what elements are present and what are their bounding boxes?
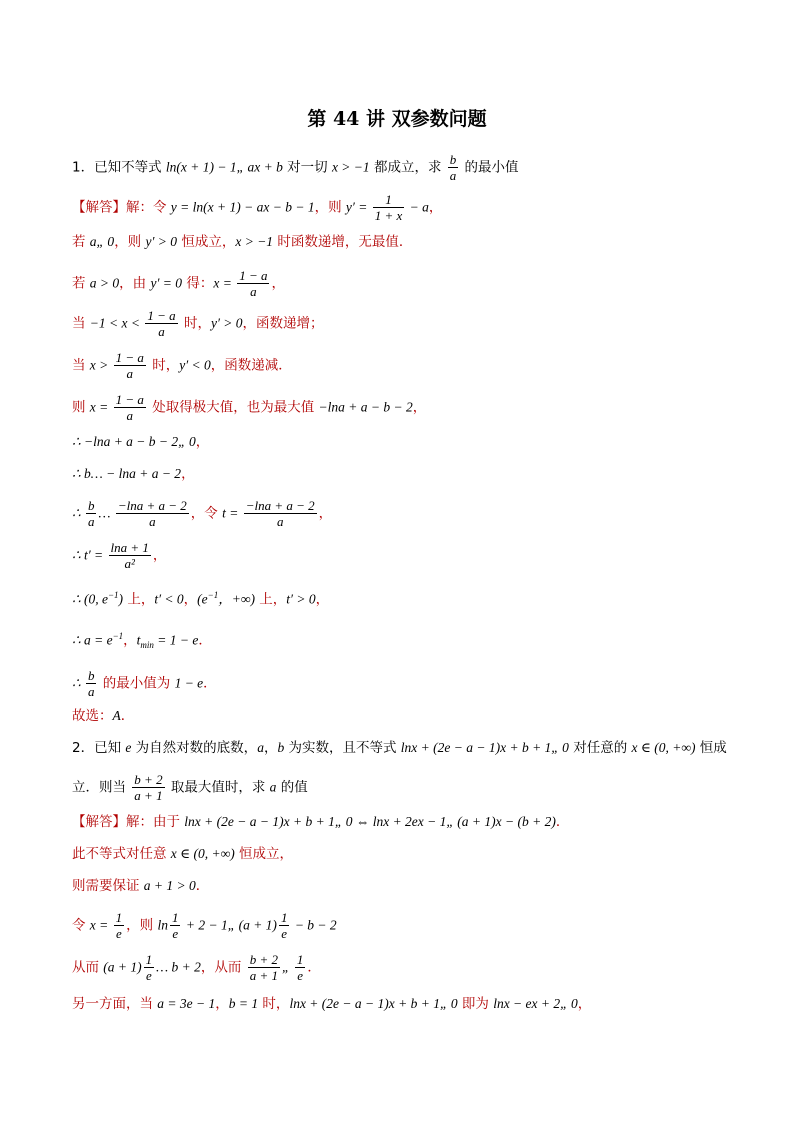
- math-expression: x =: [89, 917, 112, 933]
- math-expression: t′ < 0: [154, 591, 184, 607]
- fraction: [237, 268, 269, 299]
- math-expression: y′ < 0: [179, 357, 211, 373]
- text-run: 【解答】: [72, 814, 126, 830]
- math-expression: y′ > 0: [145, 234, 178, 249]
- math-expression: x > −1: [235, 234, 274, 249]
- text-run: 解：由于: [126, 814, 185, 830]
- text-run: 处取得极大值，也为最大值: [147, 399, 319, 416]
- fraction-denominator: a: [87, 684, 95, 699]
- math-expression: x =: [213, 275, 236, 291]
- text-run: 取最大值时，求: [166, 779, 270, 796]
- math-expression: a„ 0: [89, 234, 115, 249]
- math-expression: 1 − e: [174, 675, 204, 691]
- math-expression: x ∈ (0, +∞): [170, 846, 235, 861]
- math-expression: x ∈ (0, +∞): [631, 740, 696, 755]
- fraction: [114, 392, 146, 423]
- fraction-numerator: 1: [296, 952, 304, 967]
- text-run: 恒成立，: [234, 846, 294, 862]
- text-run: 时，: [258, 996, 290, 1012]
- math-expression: ，+∞): [218, 591, 255, 607]
- math-expression: a + 1 > 0: [143, 878, 196, 893]
- math-expression: A: [112, 708, 121, 723]
- fraction-numerator: −lna + a − 2: [117, 498, 187, 513]
- text-run: 对一切: [282, 159, 332, 176]
- text-run: 当: [72, 315, 90, 332]
- math-expression: ln(x + 1) − 1„ ax + b: [165, 159, 283, 175]
- fraction-numerator: lna + 1: [110, 540, 149, 555]
- fraction-denominator: e: [116, 926, 122, 941]
- fraction: [244, 498, 317, 529]
- fraction: [144, 952, 155, 983]
- text-line: [72, 464, 195, 484]
- text-line: [72, 540, 166, 571]
- math-expression: y = ln(x + 1) − ax − b − 1: [170, 199, 315, 215]
- fraction-denominator: 1 + x: [374, 208, 403, 223]
- text-line: [72, 152, 519, 183]
- text-run: ，: [315, 591, 330, 608]
- text-run: ．: [203, 675, 217, 692]
- fraction-numerator: −lna + a − 2: [245, 498, 315, 513]
- text-run: 立．则当: [72, 779, 131, 796]
- fraction: [109, 540, 151, 571]
- fraction: [170, 910, 181, 941]
- text-run: 对任意的: [568, 740, 632, 756]
- fraction-numerator: 1 − a: [147, 308, 176, 323]
- text-run: 【解答】: [72, 199, 126, 216]
- fraction-numerator: 1: [115, 910, 123, 925]
- fraction-numerator: b: [449, 152, 457, 167]
- math-expression: ∴ (0, e: [72, 591, 108, 607]
- text-line: [72, 844, 293, 864]
- text-line: [72, 668, 217, 699]
- text-run: ，则: [114, 234, 146, 250]
- math-expression: = 1 − e: [153, 632, 199, 648]
- fraction-numerator: b + 2: [134, 772, 163, 787]
- text-line: [72, 738, 727, 758]
- math-expression: ∴: [72, 675, 84, 691]
- text-run: 另一方面，当: [72, 996, 158, 1012]
- fraction-denominator: a: [87, 514, 95, 529]
- text-run: 上，: [254, 591, 287, 608]
- math-expression: y′ =: [345, 199, 371, 215]
- text-run: 即为: [457, 996, 494, 1012]
- text-line: [72, 994, 591, 1014]
- math-expression: lnx + (2e − a − 1)x + b + 1„ 0: [400, 740, 569, 755]
- fraction-denominator: a: [149, 514, 156, 529]
- fraction: [132, 772, 164, 803]
- math-expression: ln: [157, 917, 168, 933]
- math-expression: … b + 2: [156, 959, 201, 975]
- fraction-denominator: a: [276, 514, 284, 529]
- fraction-denominator: a: [126, 408, 134, 423]
- fraction: [86, 498, 97, 529]
- text-run: 时，: [179, 315, 211, 332]
- fraction: [248, 952, 280, 983]
- math-expression: −1: [107, 590, 119, 600]
- text-run: ．: [307, 959, 321, 976]
- text-run: ，: [318, 505, 333, 522]
- fraction-numerator: b: [87, 668, 95, 683]
- text-run: ，由: [119, 275, 151, 292]
- math-expression: (a + 1): [103, 959, 142, 975]
- math-expression: x =: [89, 399, 112, 415]
- math-expression: a = 3e − 1: [157, 996, 216, 1011]
- text-run: ，: [181, 466, 195, 482]
- text-run: ，函数递减．: [210, 357, 292, 374]
- fraction: [116, 498, 189, 529]
- text-run: ，: [152, 547, 167, 564]
- math-expression: ∴ −lna + a − b − 2„ 0: [72, 434, 196, 449]
- fraction-denominator: a + 1: [249, 968, 278, 983]
- math-expression: x > −1: [331, 159, 370, 175]
- math-expression: − b − 2: [291, 917, 337, 933]
- math-expression: a: [257, 740, 264, 755]
- text-line: [72, 268, 285, 299]
- text-run: ，: [577, 996, 592, 1012]
- text-line: [72, 952, 321, 983]
- math-expression: e: [125, 740, 132, 755]
- fraction: [279, 910, 290, 941]
- math-expression: t′ > 0: [286, 591, 316, 607]
- text-run: 则需要保证: [72, 878, 144, 894]
- text-run: 上，: [123, 591, 155, 608]
- math-expression: lnx + (2e − a − 1)x + b + 1„ 0: [289, 996, 458, 1011]
- math-expression: + 2 − 1„ (a + 1): [182, 917, 277, 933]
- fraction-denominator: a²: [124, 556, 135, 571]
- text-run: ，则: [314, 199, 346, 216]
- text-run: 时，: [147, 357, 180, 374]
- fraction-denominator: e: [146, 968, 152, 983]
- math-expression: lnx − ex + 2„ 0: [493, 996, 578, 1011]
- math-expression: ∴ t′ =: [72, 547, 107, 563]
- fraction: [145, 308, 177, 339]
- fraction-numerator: 1: [145, 952, 153, 967]
- text-run: 则: [72, 399, 90, 416]
- text-line: [72, 910, 337, 941]
- text-run: ．: [198, 632, 212, 649]
- text-run: 恒成立，: [177, 234, 236, 250]
- text-line: [72, 812, 569, 832]
- math-expression: t: [136, 632, 141, 648]
- text-run: 为实数，且不等式: [284, 740, 401, 756]
- text-run: 的值: [276, 779, 308, 796]
- text-run: 的最小值为: [98, 675, 175, 692]
- math-expression: x >: [89, 357, 112, 373]
- fraction-denominator: e: [172, 926, 179, 941]
- fraction: [448, 152, 459, 183]
- fraction-denominator: a: [158, 324, 165, 339]
- math-expression: ∴ b… − lna + a − 2: [72, 466, 182, 481]
- math-expression: y′ > 0: [210, 315, 243, 331]
- math-expression: −lna + a − b − 2: [318, 399, 413, 415]
- math-expression: ): [118, 591, 124, 607]
- math-expression: a: [269, 779, 277, 795]
- text-run: ，: [123, 632, 137, 649]
- math-expression: „: [281, 959, 293, 975]
- text-run: 解：令: [126, 199, 171, 216]
- math-expression: b: [277, 740, 285, 755]
- fraction: [373, 192, 405, 223]
- fraction-numerator: 1: [373, 192, 405, 208]
- text-line: [72, 498, 332, 529]
- page-title: 第 44 讲 双参数问题: [307, 108, 487, 130]
- text-run: ，: [195, 434, 210, 450]
- text-run: ．: [555, 814, 570, 830]
- math-expression: lnx + (2e − a − 1)x + b + 1„ 0 ⇔ lnx + 2ex − 1„ (a + 1)x − (b + 2): [184, 814, 556, 829]
- fraction-numerator: 1: [171, 910, 179, 925]
- math-expression: (e: [197, 591, 208, 607]
- math-expression: ∴ a = e: [72, 632, 113, 648]
- fraction-denominator: a: [250, 284, 257, 299]
- text-run: 得：: [182, 275, 214, 292]
- text-run: ，函数递增；: [242, 315, 324, 332]
- text-line: [72, 772, 308, 803]
- text-run: ，: [412, 399, 427, 416]
- fraction-numerator: b + 2: [249, 952, 278, 967]
- text-run: 若: [72, 234, 90, 250]
- text-line: [72, 308, 324, 339]
- text-run: 若: [72, 275, 90, 292]
- text-run: ，令: [190, 505, 223, 522]
- math-expression: ∴: [72, 505, 84, 521]
- math-expression: −1: [112, 631, 124, 641]
- text-run: 此不等式对任意: [72, 846, 171, 862]
- text-run: 令: [72, 917, 90, 934]
- text-run: 的最小值: [460, 159, 519, 176]
- text-run: ，: [428, 199, 443, 216]
- math-expression: −1: [207, 590, 219, 600]
- text-line: [72, 585, 329, 610]
- text-line: [72, 350, 292, 381]
- math-expression: − a: [406, 199, 429, 215]
- text-line: [72, 876, 209, 896]
- fraction: [114, 350, 146, 381]
- math-expression: b = 1: [228, 996, 259, 1011]
- math-expression: y′ = 0: [150, 275, 183, 291]
- text-run: 都成立，求: [369, 159, 446, 176]
- text-run: ，则: [126, 917, 158, 934]
- text-run: ，: [183, 591, 198, 608]
- fraction-denominator: a: [449, 168, 457, 183]
- text-run: 1．已知不等式: [72, 159, 166, 176]
- math-expression: …: [98, 505, 114, 521]
- text-run: 恒成: [695, 740, 727, 756]
- text-line: [72, 432, 209, 452]
- fraction-denominator: a: [126, 366, 134, 381]
- fraction-denominator: a + 1: [134, 788, 163, 803]
- math-expression: −1 < x <: [89, 315, 144, 331]
- fraction-numerator: 1 − a: [239, 268, 268, 283]
- text-run: ．: [120, 708, 135, 724]
- text-run: ，: [271, 275, 285, 292]
- text-run: 从而: [72, 959, 104, 976]
- math-expression: t =: [222, 505, 242, 521]
- fraction-numerator: 1: [280, 910, 288, 925]
- text-run: 为自然对数的底数，: [131, 740, 258, 756]
- text-run: 2．已知: [72, 740, 126, 756]
- text-line: [72, 192, 442, 223]
- text-run: 时函数递增，无最值．: [273, 234, 413, 250]
- text-line: [72, 626, 212, 655]
- math-expression: a > 0: [89, 275, 120, 291]
- fraction: [86, 668, 97, 699]
- text-run: 故选：: [72, 708, 113, 724]
- text-run: ，从而: [200, 959, 246, 976]
- fraction: [295, 952, 306, 983]
- fraction-numerator: b: [87, 498, 95, 513]
- fraction-numerator: 1 − a: [115, 350, 144, 365]
- text-run: ．: [195, 878, 210, 894]
- fraction-denominator: e: [281, 926, 288, 941]
- text-run: ，: [215, 996, 229, 1012]
- text-run: 当: [72, 357, 90, 374]
- text-run: ，: [263, 740, 278, 756]
- fraction: [114, 910, 125, 941]
- math-expression: min: [140, 640, 154, 651]
- text-line: [72, 392, 426, 423]
- fraction-numerator: 1 − a: [115, 392, 144, 407]
- fraction-denominator: e: [297, 968, 304, 983]
- text-line: [72, 706, 134, 726]
- text-line: [72, 232, 412, 252]
